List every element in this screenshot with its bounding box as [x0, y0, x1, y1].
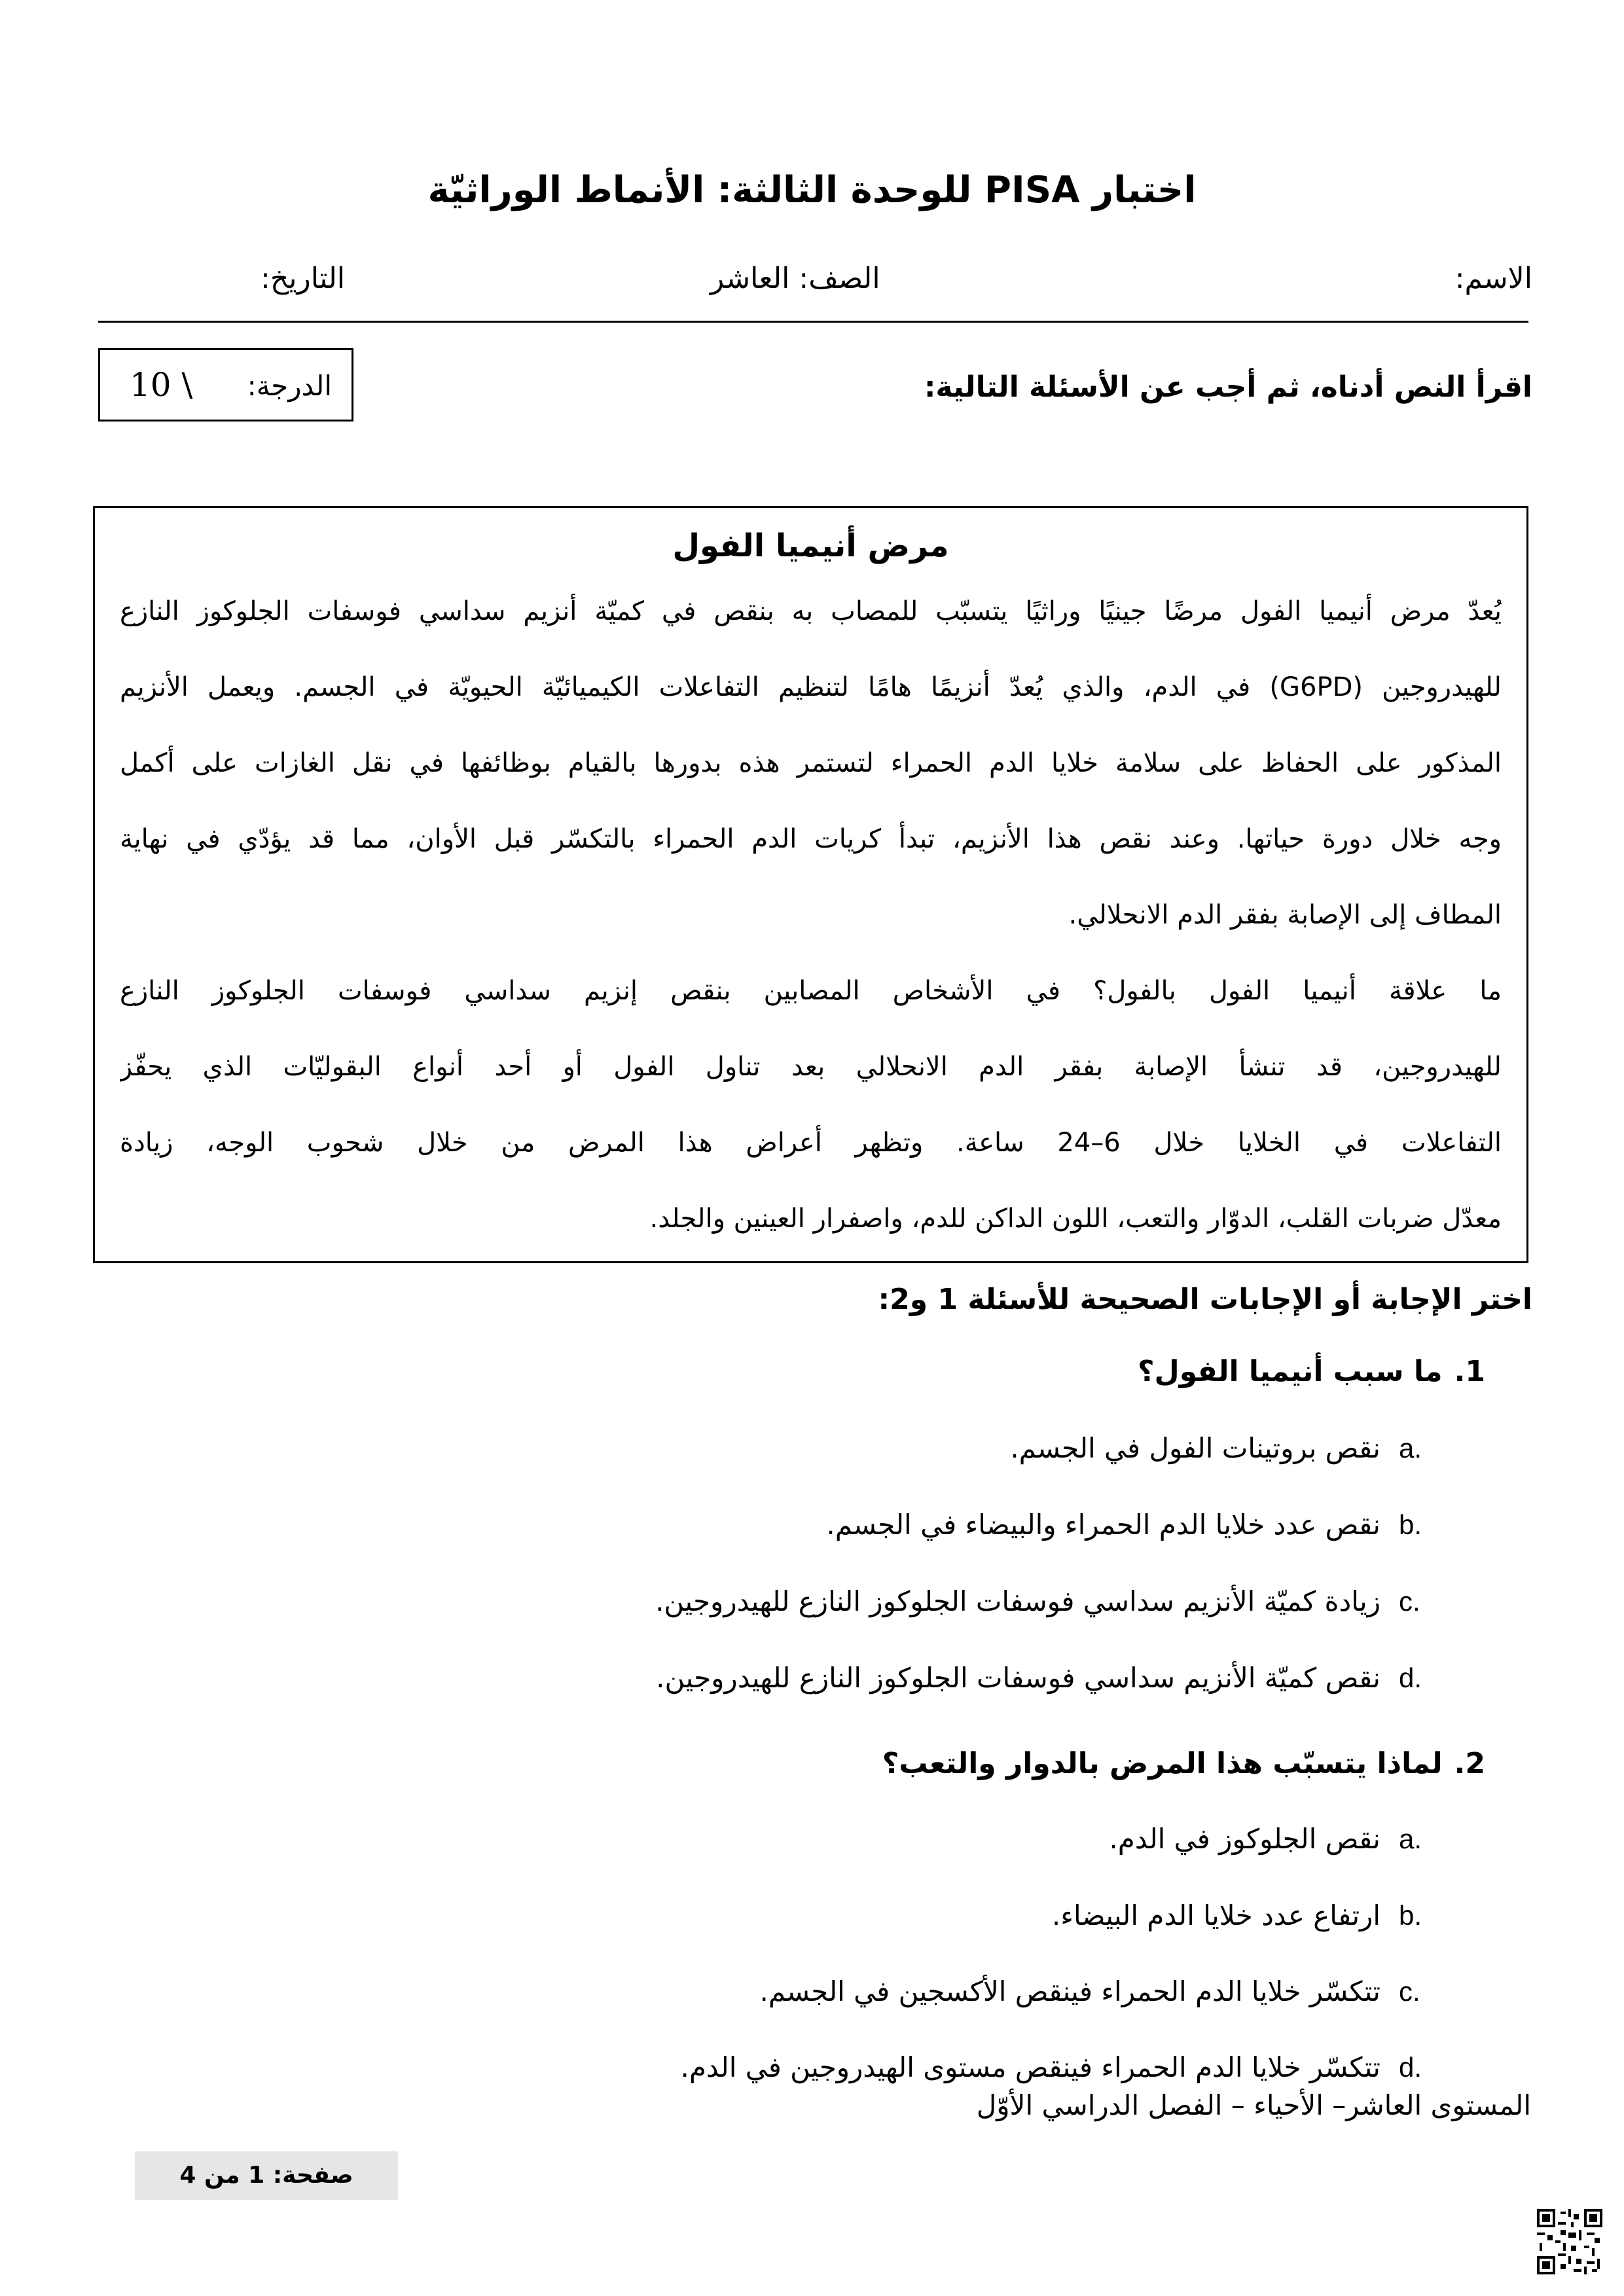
- page-title: اختبار PISA للوحدة الثالثة: الأنماط الوراثيّة: [427, 169, 1197, 211]
- passage-line: التفاعلات في الخلايا خلال 6–24 ساعة. وتظهر أعراض هذا المرض من خلال شحوب الوجه، زيادة: [120, 1128, 1502, 1158]
- footer-course: المستوى العاشر– الأحياء – الفصل الدراسي الأوّل: [976, 2089, 1531, 2121]
- class-label: الصف: العاشر: [710, 262, 880, 295]
- option-text: نقص كميّة الأنزيم سداسي فوسفات الجلوكوز النازع للهيدروجين.: [656, 1662, 1380, 1694]
- passage-box: [93, 506, 1528, 1263]
- page-number: صفحة: 1 من 4: [135, 2151, 398, 2200]
- name-label: الاسم:: [1454, 262, 1532, 295]
- option-text: نقص الجلوكوز في الدم.: [1109, 1823, 1380, 1855]
- date-label: التاريخ:: [261, 262, 346, 295]
- option-letter: b.: [1399, 1900, 1422, 1931]
- option-letter: c.: [1399, 1586, 1420, 1617]
- option-text: نقص عدد خلايا الدم الحمراء والبيضاء في الجسم.: [826, 1509, 1380, 1541]
- passage-line: المذكور على الحفاظ على سلامة خلايا الدم الحمراء لتستمر هذه بدورها بالقيام بوظائفها في نقل الغازات على أكمل: [120, 748, 1502, 778]
- grade-value: 10 \: [130, 366, 193, 404]
- question-number: 1.: [1454, 1355, 1485, 1388]
- passage-line: ما علاقة أنيميا الفول بالفول؟ في الأشخاص المصابين بنقص إنزيم سداسي فوسفات الجلوكوز النازع: [120, 976, 1502, 1006]
- question-text: ما سبب أنيميا الفول؟: [1138, 1355, 1443, 1388]
- passage-title: مرض أنيميا الفول: [672, 528, 949, 564]
- option-letter: d.: [1399, 1662, 1422, 1693]
- option-text: ارتفاع عدد خلايا الدم البيضاء.: [1051, 1899, 1380, 1931]
- option-text: تتكسّر خلايا الدم الحمراء فينقص مستوى الهيدروجين في الدم.: [680, 2051, 1380, 2083]
- passage-line: للهيدروجين، قد تنشأ الإصابة بفقر الدم الانحلالي بعد تناول الفول أو أحد أنواع البقوليّات الذي يحفّز: [120, 1052, 1502, 1082]
- option-text: نقص بروتينات الفول في الجسم.: [1010, 1432, 1380, 1464]
- option-letter: a.: [1399, 1823, 1422, 1854]
- grade-box: [98, 348, 353, 422]
- question-2: [882, 1747, 1485, 1780]
- option-text: تتكسّر خلايا الدم الحمراء فينقص الأكسجين في الجسم.: [759, 1975, 1380, 2007]
- q1-option-d[interactable]: [656, 1662, 1433, 1694]
- q1-option-a[interactable]: [1010, 1432, 1433, 1464]
- passage-line: وجه خلال دورة حياتها. وعند نقص هذا الأنزيم، تبدأ كريات الدم الحمراء بالتكسّر قبل الأوان، مما قد يؤدّي في نهاية: [120, 824, 1502, 854]
- section-instruction: اختر الإجابة أو الإجابات الصحيحة للأسئلة 1 و2:: [878, 1283, 1532, 1316]
- question-1: [1138, 1355, 1485, 1388]
- reading-instructions: اقرأ النص أدناه، ثم أجب عن الأسئلة التالية:: [924, 370, 1532, 404]
- q1-option-b[interactable]: [826, 1509, 1433, 1541]
- option-letter: a.: [1399, 1433, 1422, 1463]
- option-letter: d.: [1399, 2052, 1422, 2083]
- q2-option-c[interactable]: [759, 1975, 1433, 2007]
- passage-line: المطاف إلى الإصابة بفقر الدم الانحلالي.: [1068, 900, 1502, 930]
- passage-line: للهيدروجين (G6PD) في الدم، والذي يُعدّ أنزيمًا هامًا لتنظيم التفاعلات الكيميائيّة الحيويّة في الجسم. ويعمل الأنزيم: [120, 672, 1502, 702]
- q2-option-b[interactable]: [1052, 1899, 1433, 1931]
- q2-option-a[interactable]: [1109, 1823, 1433, 1855]
- passage-line: معدّل ضربات القلب، الدوّار والتعب، اللون الداكن للدم، واصفرار العينين والجلد.: [649, 1204, 1502, 1234]
- q2-option-d[interactable]: [681, 2051, 1433, 2083]
- option-letter: c.: [1399, 1976, 1420, 2007]
- passage-line: يُعدّ مرض أنيميا الفول مرضًا جينيًا وراثيًا يتسبّب للمصاب به بنقص في كميّة أنزيم سداسي فوسفات الجلوكوز النازع: [120, 596, 1502, 626]
- option-text: زيادة كميّة الأنزيم سداسي فوسفات الجلوكوز النازع للهيدروجين.: [655, 1585, 1380, 1617]
- question-number: 2.: [1454, 1747, 1485, 1780]
- option-letter: b.: [1399, 1509, 1422, 1540]
- grade-label: الدرجة:: [247, 370, 332, 402]
- qr-code-icon: [1537, 2209, 1602, 2274]
- question-text: لماذا يتسبّب هذا المرض بالدوار والتعب؟: [882, 1747, 1443, 1780]
- header-divider: [98, 321, 1528, 323]
- q1-option-c[interactable]: [655, 1585, 1433, 1617]
